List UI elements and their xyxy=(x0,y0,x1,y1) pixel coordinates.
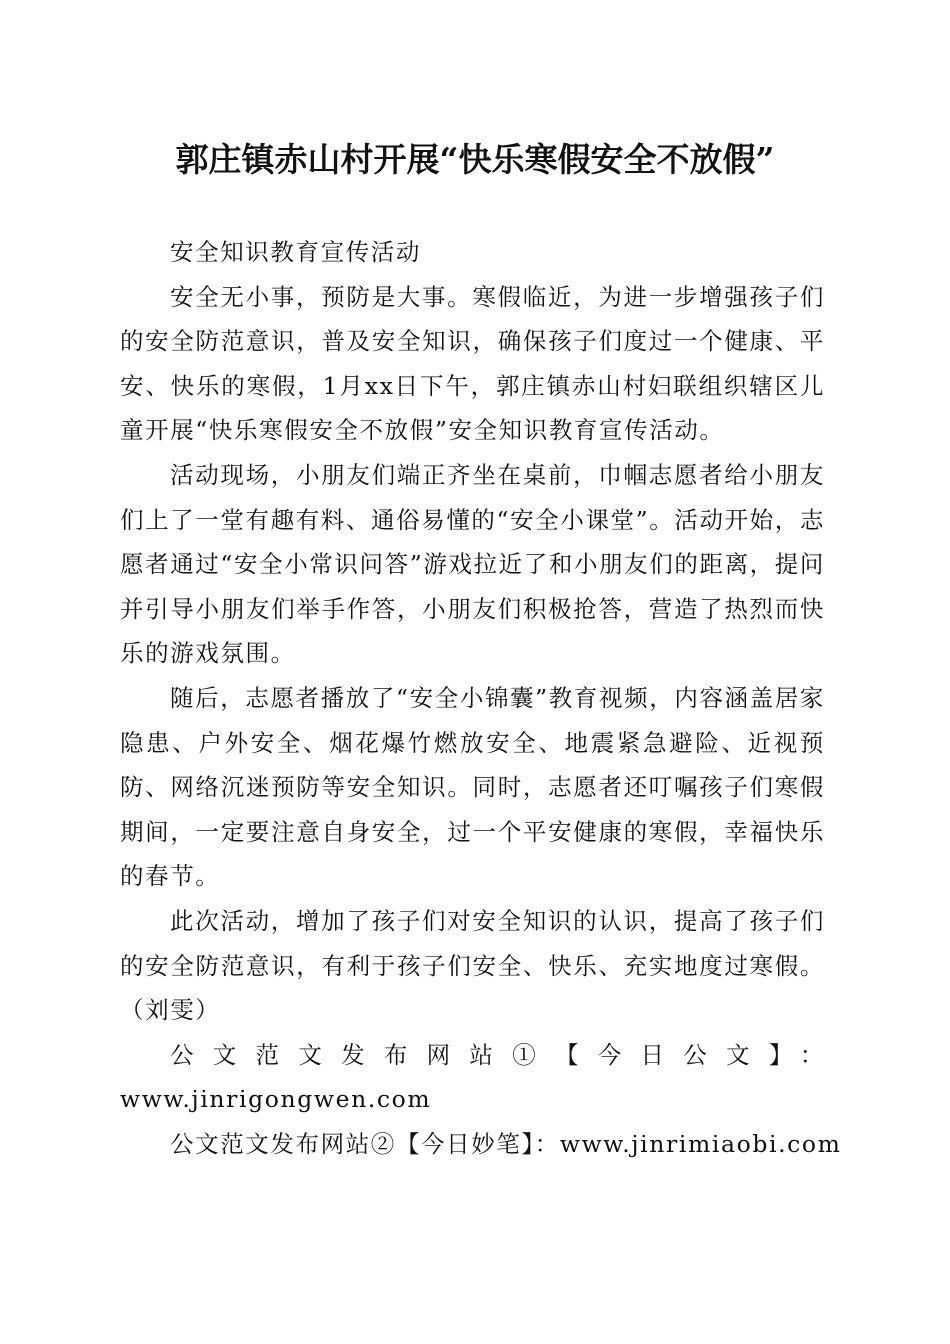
body-paragraph-4: 此次活动，增加了孩子们对安全知识的认识，提高了孩子们的安全防范意识，有利于孩子们安全、快乐、充实地度过寒假。（刘雯） xyxy=(120,906,825,1025)
footer-site1-url: www.jinrigongwen.com xyxy=(120,1085,432,1114)
body-paragraph-2: 活动现场，小朋友们端正齐坐在桌前，巾帼志愿者给小朋友们上了一堂有趣有料、通俗易懂的“安全小课堂”。活动开始，志愿者通过“安全小常识问答”游戏拉近了和小朋友们的距离，提问并引导小朋友们举手作答，小朋友们积极抢答，营造了热烈而快乐的游戏氛围。 xyxy=(120,460,825,668)
subtitle-paragraph: 安全知识教育宣传活动 xyxy=(170,238,421,266)
body-paragraph-3: 随后，志愿者播放了“安全小锦囊”教育视频，内容涵盖居家隐患、户外安全、烟花爆竹燃放安全、地震紧急避险、近视预防、网络沉迷预防等安全知识。同时，志愿者还叮嘱孩子们寒假期间，一定要注意自身安全，过一个平安健康的寒假，幸福快乐的春节。 xyxy=(120,683,825,891)
footer-site1-label: 公文范文发布网站①【今日公文】： xyxy=(170,1040,825,1069)
document-body xyxy=(120,230,842,1166)
footer-site2-line: 公文范文发布网站②【今日妙笔】：www.jinrimiaobi.com xyxy=(170,1129,842,1158)
body-paragraph-1: 安全无小事，预防是大事。寒假临近，为进一步增强孩子们的安全防范意识，普及安全知识，确保孩子们度过一个健康、平安、快乐的寒假，1月xx日下午，郭庄镇赤山村妇联组织辖区儿童开展“快乐寒假安全不放假”安全知识教育宣传活动。 xyxy=(120,282,825,445)
page-title: 郭庄镇赤山村开展“快乐寒假安全不放假” xyxy=(175,140,775,179)
